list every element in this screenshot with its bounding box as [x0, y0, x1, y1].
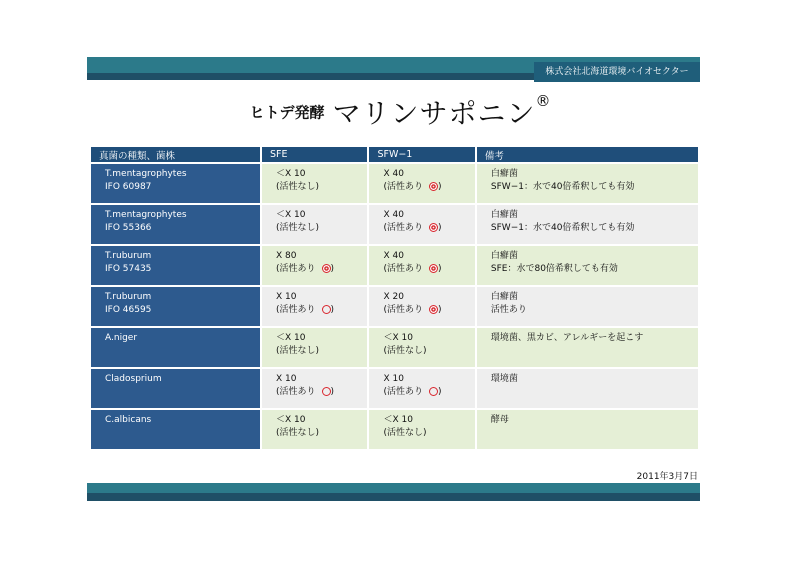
double-circle-icon: [429, 305, 438, 314]
column-header-sfw: SFW−1: [369, 147, 474, 162]
document-date: 2011年3月7日: [636, 472, 698, 482]
sfe-cell-activity: (活性あり: [276, 305, 316, 315]
table-row: [91, 246, 698, 285]
closing-paren: ): [437, 387, 442, 397]
species-cell: [91, 287, 260, 326]
species-name: A.niger: [105, 333, 138, 343]
species-cell: [91, 164, 260, 203]
title-main: マリンサポニン: [332, 97, 536, 130]
sfw-cell-activity: (活性あり: [383, 223, 423, 233]
note-line-1: 白癬菌: [490, 292, 518, 302]
species-name: T.mentagrophytes: [105, 169, 187, 179]
sfe-cell: [262, 287, 367, 326]
species-cell: [91, 246, 260, 285]
double-circle-icon: [429, 264, 438, 273]
species-name: T.ruburum: [105, 251, 152, 261]
antifungal-table: [89, 145, 700, 451]
sfe-cell: [262, 164, 367, 203]
table-row: [91, 287, 698, 326]
strain-id: IFO 60987: [105, 182, 152, 192]
note-line-2: 活性あり: [490, 305, 527, 315]
sfe-cell: [262, 246, 367, 285]
sfe-cell: [262, 205, 367, 244]
sfe-cell-activity: (活性あり: [276, 264, 316, 274]
sfw-cell: [369, 410, 474, 449]
double-circle-icon: [429, 182, 438, 191]
sfw-cell: [369, 328, 474, 367]
sfw-cell-activity: (活性あり: [383, 387, 423, 397]
column-header-sfe: SFE: [262, 147, 367, 162]
sfe-cell-activity: (活性なし): [276, 428, 320, 438]
sfw-cell: [369, 246, 474, 285]
circle-icon: [429, 387, 438, 396]
sfw-cell-activity: (活性あり: [383, 305, 423, 315]
column-header-species: 真菌の種類、菌株: [91, 147, 260, 162]
double-circle-icon: [429, 223, 438, 232]
table-row: [91, 328, 698, 367]
column-header-notes: 備考: [477, 147, 698, 162]
sfe-cell-value: X 10: [276, 292, 297, 302]
closing-paren: ): [330, 264, 335, 274]
species-cell: [91, 205, 260, 244]
table-row: [91, 164, 698, 203]
notes-cell: [477, 205, 698, 244]
species-name: T.ruburum: [105, 292, 152, 302]
species-cell: [91, 369, 260, 408]
sfw-cell-value: X 20: [383, 292, 404, 302]
sfe-cell: [262, 410, 367, 449]
sfw-cell-activity: (活性なし): [383, 428, 427, 438]
closing-paren: ): [330, 387, 335, 397]
company-name: 株式会社北海道環境バイオセクター: [534, 62, 700, 82]
closing-paren: ): [437, 182, 442, 192]
notes-cell: [477, 410, 698, 449]
strain-id: IFO 46595: [105, 305, 152, 315]
table-row: [91, 369, 698, 408]
footer-band-dark: [87, 493, 700, 501]
sfe-cell-value: X 10: [276, 374, 297, 384]
table-row: [91, 410, 698, 449]
strain-id: IFO 57435: [105, 264, 152, 274]
note-line-1: 白癬菌: [490, 251, 518, 261]
note-line-1: 白癬菌: [490, 169, 518, 179]
registered-mark: ®: [535, 92, 551, 110]
sfw-cell-value: X 40: [383, 210, 404, 220]
sfw-cell-activity: (活性あり: [383, 182, 423, 192]
note-line-1: 環境菌: [490, 374, 518, 384]
note-line-1: 白癬菌: [490, 210, 518, 220]
sfw-cell-value: X 40: [383, 251, 404, 261]
species-name: C.albicans: [105, 415, 152, 425]
sfw-cell: [369, 369, 474, 408]
table-row: [91, 205, 698, 244]
sfe-cell-activity: (活性なし): [276, 182, 320, 192]
sfw-cell-value: X 40: [383, 169, 404, 179]
closing-paren: ): [437, 305, 442, 315]
title-prefix: ヒトデ発酵: [249, 103, 325, 122]
sfw-cell-value: ＜X 10: [383, 333, 413, 343]
sfw-cell-activity: (活性あり: [383, 264, 423, 274]
note-line-2: SFW−1：水で40倍希釈しても有効: [490, 223, 635, 233]
sfe-cell-value: ＜X 10: [276, 415, 306, 425]
footer-band: [87, 483, 700, 493]
note-line-1: 酵母: [490, 415, 509, 425]
note-line-1: 環境菌、黒カビ、アレルギーを起こす: [490, 333, 644, 343]
table-header-row: [91, 147, 698, 162]
sfw-cell-value: ＜X 10: [383, 415, 413, 425]
species-cell: [91, 410, 260, 449]
sfw-cell: [369, 164, 474, 203]
sfe-cell: [262, 369, 367, 408]
circle-icon: [322, 387, 331, 396]
page-title: [0, 92, 800, 132]
sfe-cell-value: ＜X 10: [276, 169, 306, 179]
sfe-cell-activity: (活性なし): [276, 223, 320, 233]
strain-id: IFO 55366: [105, 223, 152, 233]
closing-paren: ): [437, 264, 442, 274]
double-circle-icon: [322, 264, 331, 273]
note-line-2: SFE：水で80倍希釈しても有効: [490, 264, 618, 274]
notes-cell: [477, 369, 698, 408]
notes-cell: [477, 164, 698, 203]
species-cell: [91, 328, 260, 367]
notes-cell: [477, 287, 698, 326]
sfw-cell-activity: (活性なし): [383, 346, 427, 356]
closing-paren: ): [330, 305, 335, 315]
sfe-cell-value: ＜X 10: [276, 210, 306, 220]
sfe-cell-value: X 80: [276, 251, 297, 261]
sfe-cell-value: ＜X 10: [276, 333, 306, 343]
note-line-2: SFW−1：水で40倍希釈しても有効: [490, 182, 635, 192]
species-name: T.mentagrophytes: [105, 210, 187, 220]
sfe-cell-activity: (活性なし): [276, 346, 320, 356]
sfe-cell: [262, 328, 367, 367]
table-body: [91, 164, 698, 449]
species-name: Cladosprium: [105, 374, 162, 384]
sfe-cell-activity: (活性あり: [276, 387, 316, 397]
notes-cell: [477, 246, 698, 285]
sfw-cell: [369, 287, 474, 326]
notes-cell: [477, 328, 698, 367]
sfw-cell-value: X 10: [383, 374, 404, 384]
closing-paren: ): [437, 223, 442, 233]
circle-icon: [322, 305, 331, 314]
sfw-cell: [369, 205, 474, 244]
